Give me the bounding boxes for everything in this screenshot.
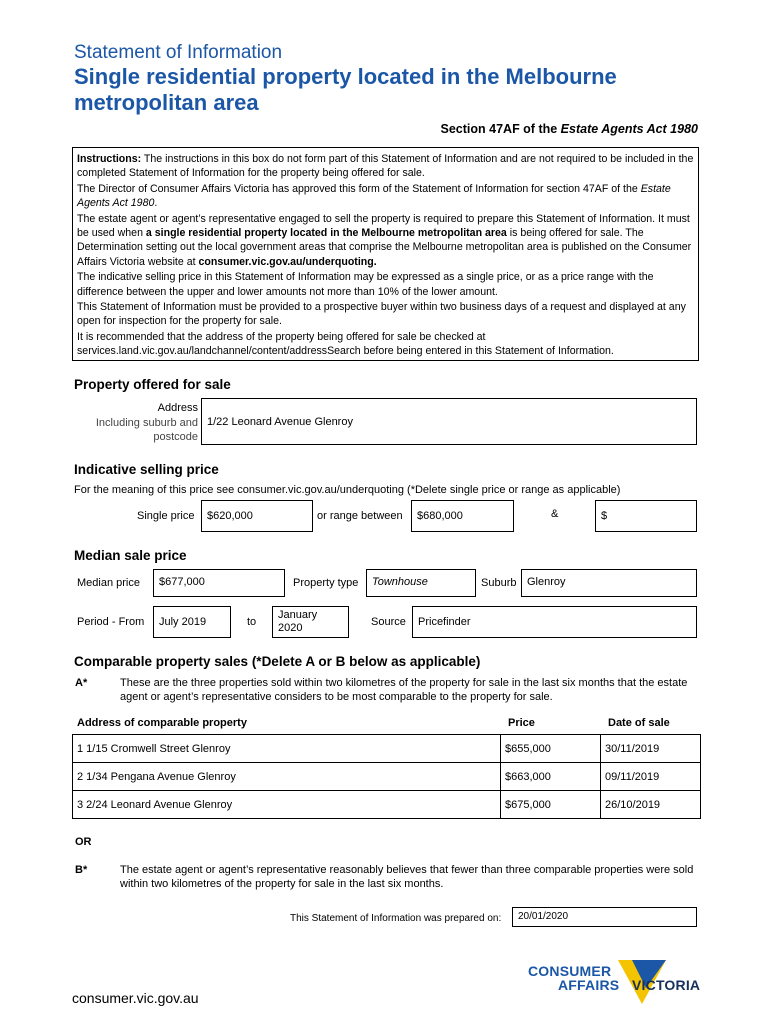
suburb-label: Suburb xyxy=(481,577,517,589)
comparable-date-cell[interactable]: 26/10/2019 xyxy=(601,791,701,819)
comparable-price-cell[interactable]: $663,000 xyxy=(501,763,601,791)
range-low-field[interactable]: $680,000 xyxy=(411,500,514,532)
address-label xyxy=(74,401,198,445)
instructions-p3-link: consumer.vic.gov.au/underquoting. xyxy=(198,255,377,268)
comparable-heading: Comparable property sales (*Delete A or B below as applicable) xyxy=(74,654,481,669)
comparable-price-cell[interactable]: $675,000 xyxy=(501,791,601,819)
period-from-field[interactable]: July 2019 xyxy=(153,606,231,638)
col-header-price: Price xyxy=(508,717,535,729)
option-b-marker: B* xyxy=(75,864,88,876)
option-b-text: The estate agent or agent’s representative reasonably believes that fewer than three comparable properties were sold within two kilometres of the property for sale in the last six months. xyxy=(120,864,694,890)
range-high-field[interactable]: $ xyxy=(595,500,697,532)
comparable-address-cell[interactable]: 1 1/15 Cromwell Street Glenroy xyxy=(73,735,501,763)
section-prefix: Section 47AF of the xyxy=(440,122,561,136)
address-field[interactable]: 1/22 Leonard Avenue Glenroy xyxy=(201,398,697,445)
option-a-marker: A* xyxy=(75,677,88,689)
address-label-line1: Address xyxy=(157,402,198,414)
prepared-on-label: This Statement of Information was prepared on: xyxy=(290,913,502,924)
indicative-heading: Indicative selling price xyxy=(74,462,219,477)
form-subtitle: Statement of Information xyxy=(74,42,283,63)
comparable-table xyxy=(72,734,701,819)
comparable-date-cell[interactable]: 09/11/2019 xyxy=(601,763,701,791)
address-label-line3: postcode xyxy=(153,431,198,443)
property-type-label: Property type xyxy=(293,577,359,589)
instructions-label: Instructions: xyxy=(77,153,142,165)
source-label: Source xyxy=(371,616,406,628)
footer-url: consumer.vic.gov.au xyxy=(72,990,199,1006)
period-to-label: to xyxy=(247,616,257,628)
source-field[interactable]: Pricefinder xyxy=(412,606,697,638)
period-to-line1: January xyxy=(278,609,318,621)
instructions-box xyxy=(72,147,699,361)
logo-line2: AFFAIRS xyxy=(558,977,620,993)
property-type-field[interactable]: Townhouse xyxy=(366,569,476,597)
instructions-p1: The instructions in this box do not form part of this Statement of Information and are not required to be included in the completed Statement of Information for the property being offered for sale. xyxy=(77,153,694,180)
period-to-field[interactable] xyxy=(272,606,349,638)
single-price-label: Single price xyxy=(137,510,195,522)
table-row xyxy=(73,791,701,819)
suburb-field[interactable]: Glenroy xyxy=(521,569,697,597)
median-heading: Median sale price xyxy=(74,548,187,563)
logo-line3: VICTORIA xyxy=(632,977,701,993)
instructions-p6: It is recommended that the address of the property being offered for sale be checked at services.land.vic.gov.au/landchannel/content/addressSearch before being entered in this Statement of Information. xyxy=(77,330,614,358)
comparable-date-cell[interactable]: 30/11/2019 xyxy=(601,735,701,763)
instructions-p3-bold: a single residential property located in the Melbourne metropolitan area xyxy=(145,227,507,240)
indicative-note: For the meaning of this price see consumer.vic.gov.au/underquoting (*Delete single price or range as applicable) xyxy=(74,484,621,496)
median-price-label: Median price xyxy=(77,577,140,589)
consumer-affairs-victoria-logo xyxy=(528,958,703,1006)
or-label: OR xyxy=(75,836,92,848)
col-header-date: Date of sale xyxy=(608,717,670,729)
period-to-line2: 2020 xyxy=(278,622,303,634)
table-row xyxy=(73,735,701,763)
instructions-p2a: The Director of Consumer Affairs Victoria has approved this form of the Statement of Information for section 47AF of the xyxy=(77,182,641,195)
logo-line1: CONSUMER xyxy=(528,963,612,979)
single-price-field[interactable]: $620,000 xyxy=(201,500,313,532)
range-label: or range between xyxy=(317,510,403,522)
range-ampersand: & xyxy=(551,508,559,520)
instructions-p2c: . xyxy=(154,197,158,210)
table-row xyxy=(73,763,701,791)
form-title: Single residential property located in the Melbourne metropolitan area xyxy=(74,64,617,115)
prepared-on-field[interactable]: 20/01/2020 xyxy=(512,907,697,927)
instructions-p3a: The estate agent or agent’s representative engaged to sell the property is required to prepare this Statement of Information. It must be used when xyxy=(77,212,690,240)
comparable-address-cell[interactable]: 2 1/34 Pengana Avenue Glenroy xyxy=(73,763,501,791)
instructions-p4: The indicative selling price in this Statement of Information may be expressed as a single price, or as a price range with the difference between the upper and lower amounts not more than 10% of the lower amount. xyxy=(77,271,654,298)
property-heading: Property offered for sale xyxy=(74,377,231,392)
section-reference xyxy=(441,122,698,136)
median-price-field[interactable]: $677,000 xyxy=(153,569,285,597)
instructions-p3c: is being offered for sale. The Determination setting out the local government areas that comprise the Melbourne metropolitan area is published on the Consumer Affairs Victoria website at xyxy=(77,227,692,268)
period-from-label: Period - From xyxy=(77,616,145,628)
instructions-p5: This Statement of Information must be provided to a prospective buyer within two business days of a request and displayed at any open for inspection for the property for sale. xyxy=(77,301,686,328)
option-a-text: These are the three properties sold within two kilometres of the property for sale in the last six months that the estate agent or agent’s representative considers to be most comparable to the property for sale. xyxy=(120,677,688,703)
section-act-name: Estate Agents Act 1980 xyxy=(560,122,698,136)
comparable-price-cell[interactable]: $655,000 xyxy=(501,735,601,763)
col-header-address: Address of comparable property xyxy=(77,717,247,729)
instructions-p2-act: Estate Agents Act 1980 xyxy=(77,182,671,210)
address-label-line2: Including suburb and xyxy=(95,416,198,429)
comparable-address-cell[interactable]: 3 2/24 Leonard Avenue Glenroy xyxy=(73,791,501,819)
